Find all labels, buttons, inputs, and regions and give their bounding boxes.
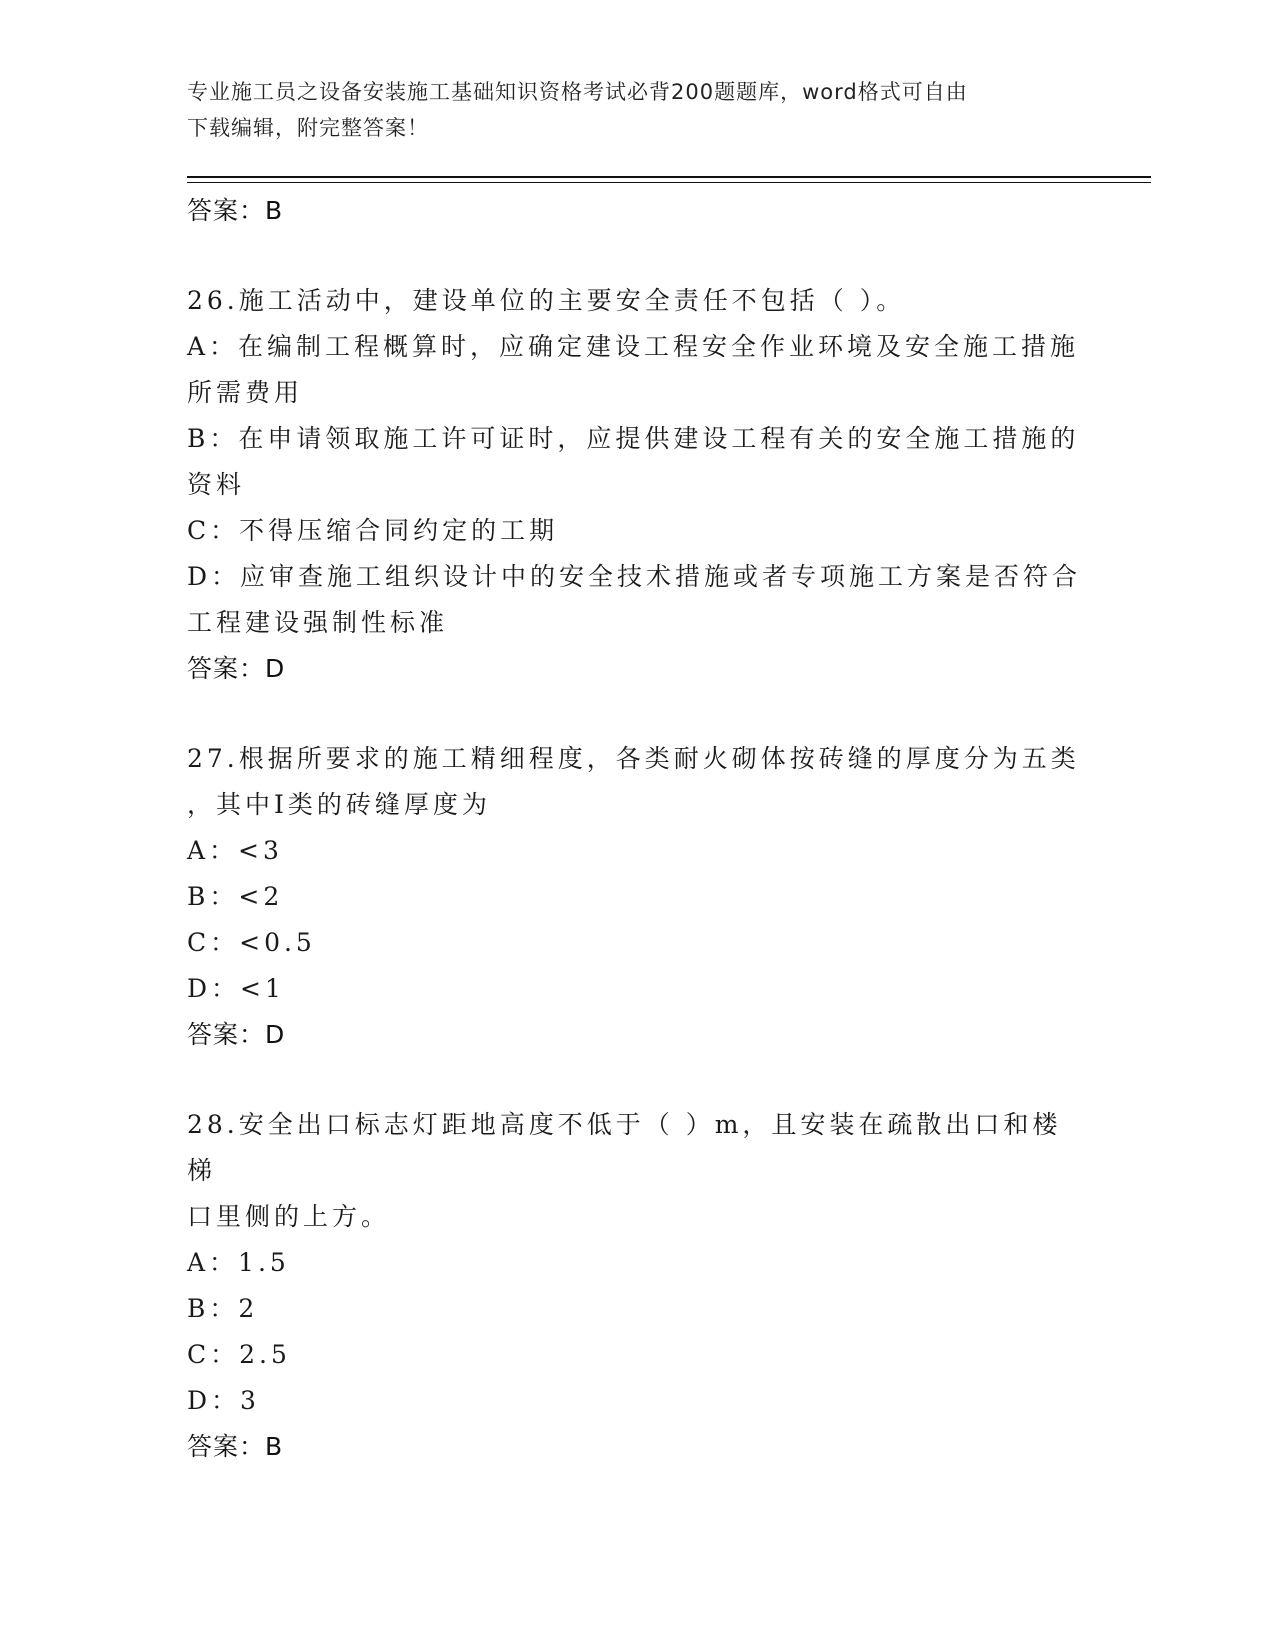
- option-a: A：<3: [187, 836, 283, 865]
- option-b: B：在申请领取施工许可证时，应提供建设工程有关的安全施工措施的: [187, 424, 1080, 453]
- question-26: [187, 278, 1087, 692]
- question-28: [187, 1102, 1087, 1470]
- question-stem-continued: 口里侧的上方。: [187, 1202, 391, 1231]
- option-d-continued: 工程建设强制性标准: [187, 608, 449, 637]
- answer: 答案：B: [187, 1432, 284, 1461]
- previous-answer: 答案：B: [187, 196, 284, 225]
- option-a-continued: 所需费用: [187, 378, 304, 407]
- option-d: D：<1: [187, 974, 285, 1003]
- option-d: D：3: [187, 1386, 260, 1415]
- option-a: A：1.5: [187, 1248, 290, 1277]
- answer: 答案：D: [187, 1020, 286, 1049]
- question-stem: 28.安全出口标志灯距地高度不低于（ ）m，且安装在疏散出口和楼梯: [187, 1110, 1062, 1185]
- option-d: D：应审查施工组织设计中的安全技术措施或者专项施工方案是否符合: [187, 562, 1082, 591]
- header-line-2: 下载编辑，附完整答案！: [187, 116, 429, 140]
- question-stem: 27.根据所要求的施工精细程度，各类耐火砌体按砖缝的厚度分为五类: [187, 744, 1080, 773]
- question-stem-continued: ，其中Ⅰ类的砖缝厚度为: [187, 790, 491, 819]
- option-c: C：<0.5: [187, 928, 316, 957]
- option-a: A：在编制工程概算时，应确定建设工程安全作业环境及安全施工措施: [187, 332, 1080, 361]
- option-c: C：不得压缩合同约定的工期: [187, 516, 559, 545]
- answer: 答案：D: [187, 654, 286, 683]
- option-b: B：<2: [187, 882, 284, 911]
- option-c: C：2.5: [187, 1340, 291, 1369]
- question-stem: 26.施工活动中，建设单位的主要安全责任不包括（ ）。: [187, 286, 906, 315]
- option-b: B：2: [187, 1294, 259, 1323]
- header-line-1: 专业施工员之设备安装施工基础知识资格考试必背200题题库，word格式可自由: [187, 80, 968, 104]
- header-rule-thin: [187, 182, 1151, 183]
- document-header: [187, 74, 1087, 146]
- question-list: [187, 188, 1087, 1470]
- header-rule-thick: [187, 176, 1151, 178]
- question-27: [187, 736, 1087, 1058]
- option-b-continued: 资料: [187, 470, 246, 499]
